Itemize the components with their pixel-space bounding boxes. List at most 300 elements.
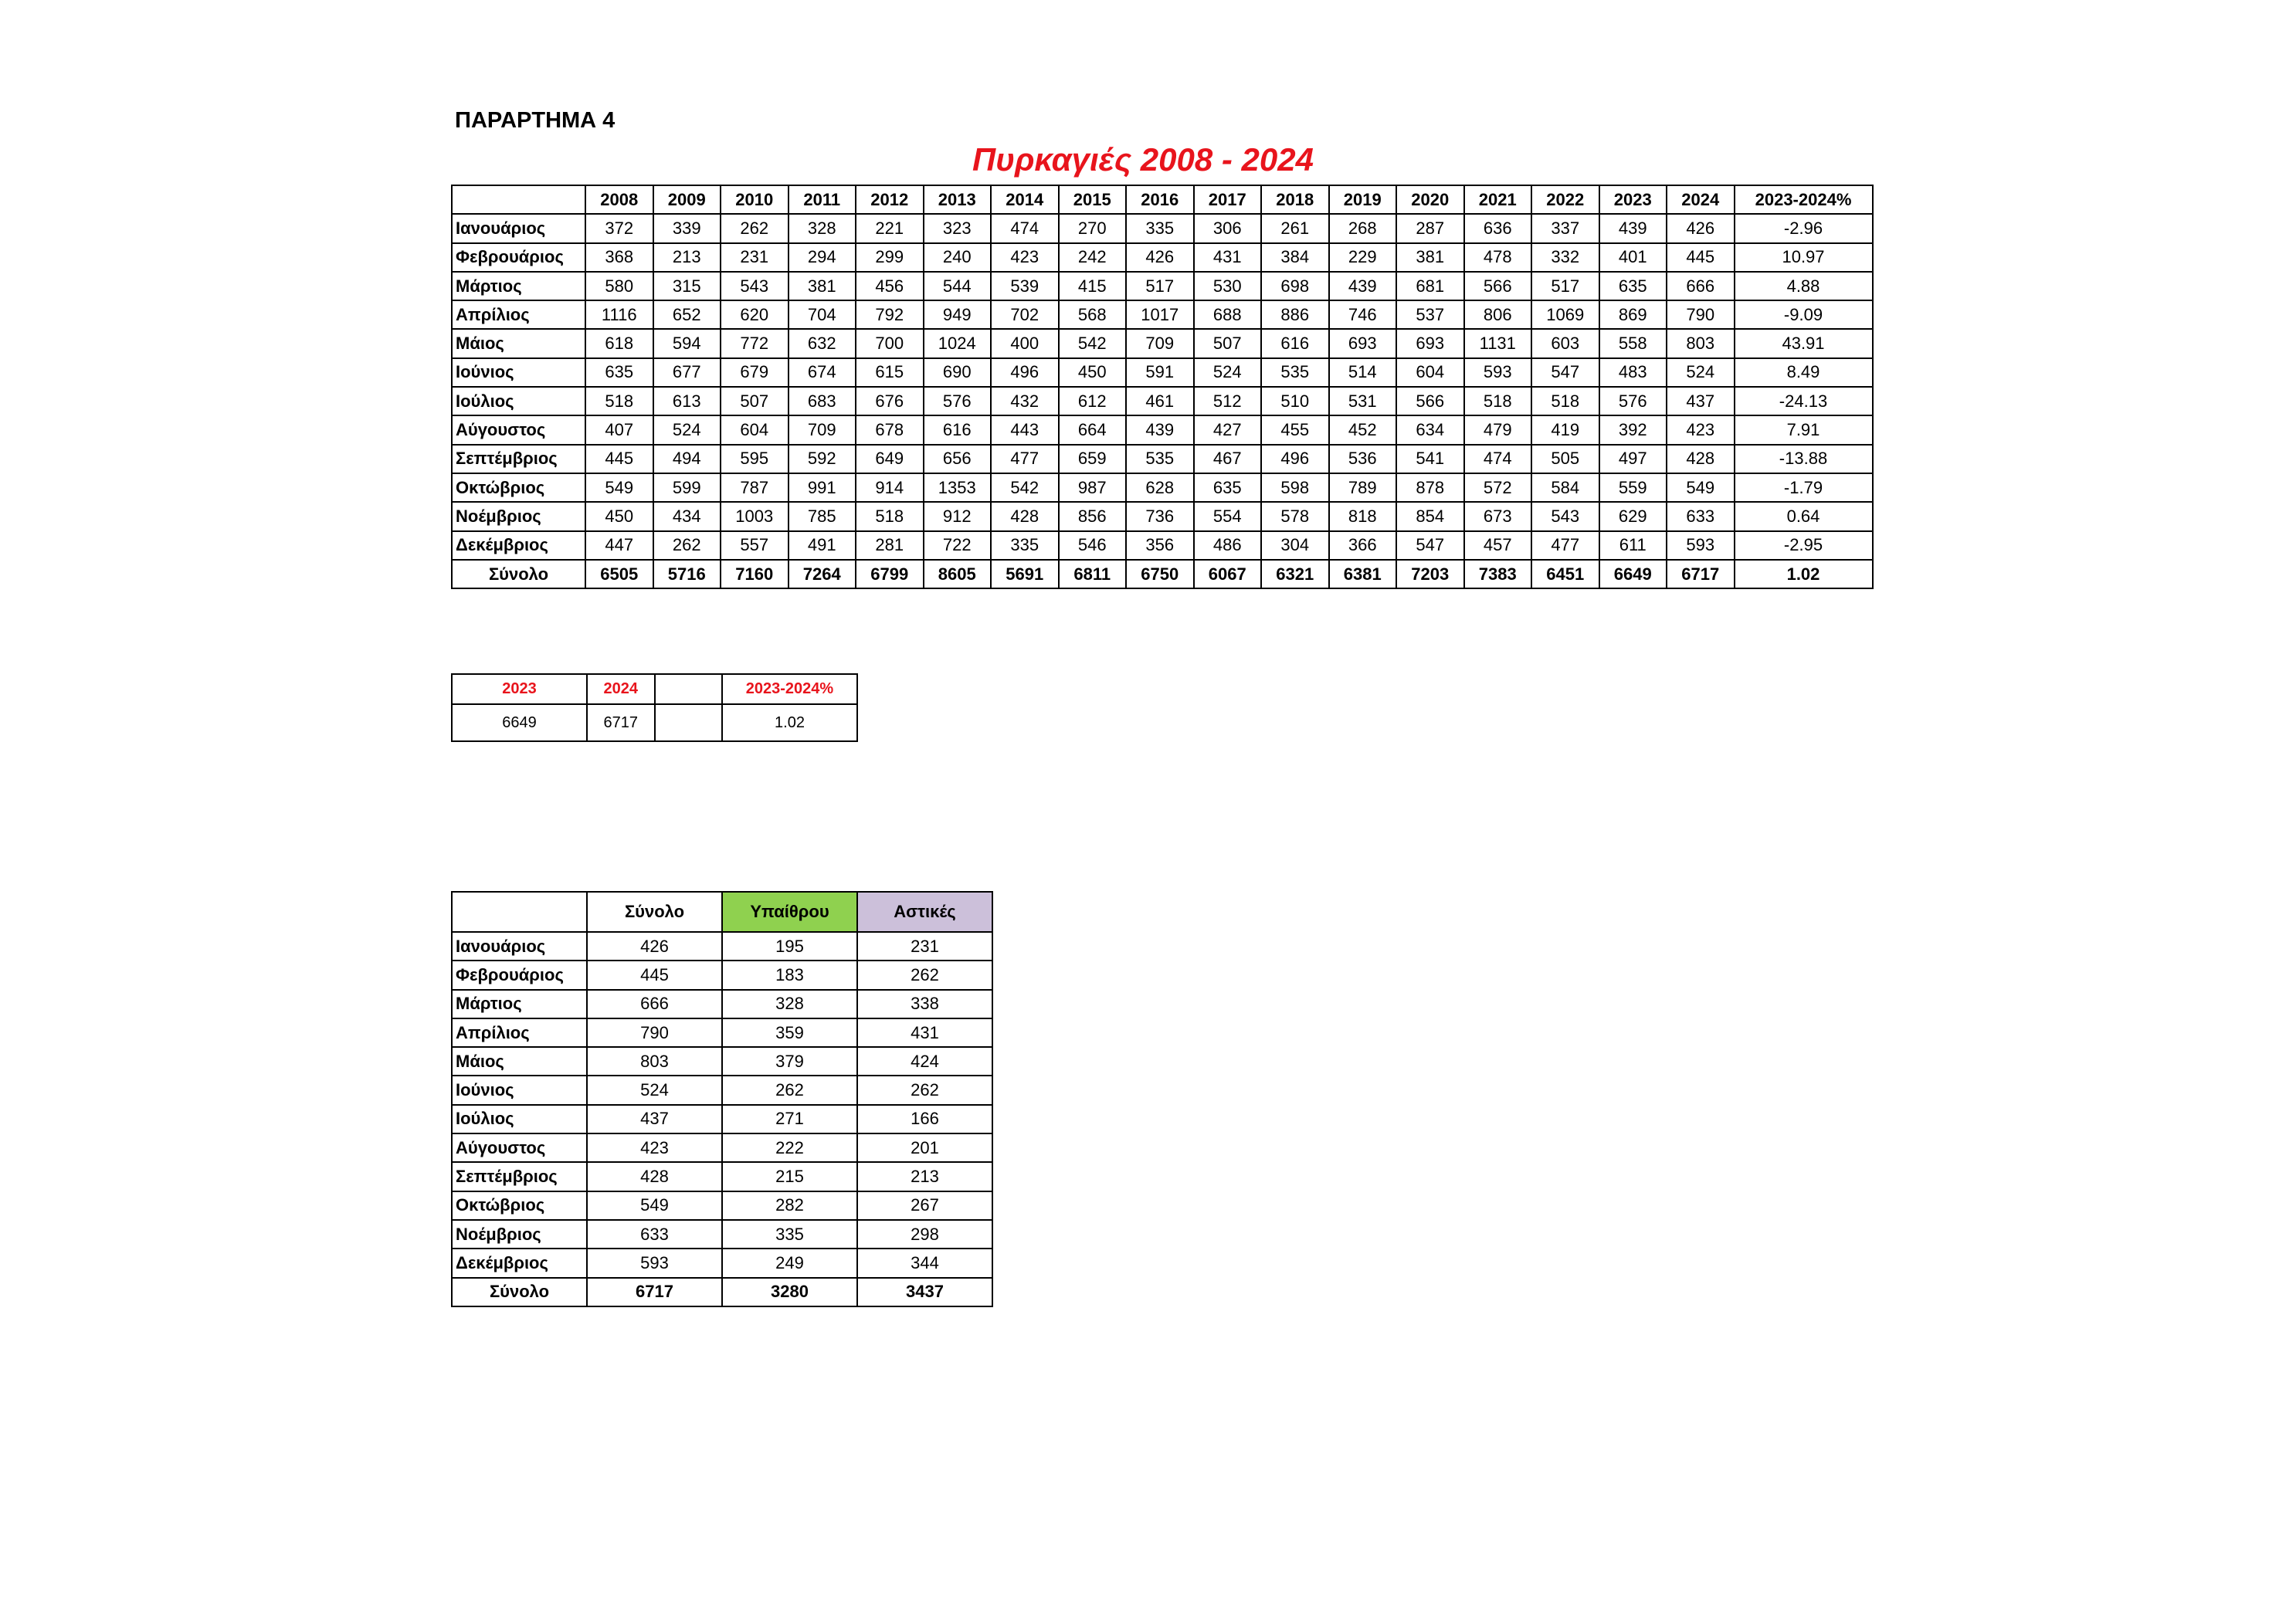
value-cell: 1003 [721,502,789,530]
value-cell: 599 [653,473,721,502]
month-cell: Δεκέμβριος [452,1249,587,1277]
value-cell: 517 [1126,272,1194,300]
value-cell: 339 [653,214,721,242]
total-cell: 524 [587,1076,722,1104]
year-header: 2013 [924,185,992,214]
value-cell: 6381 [1329,560,1397,588]
value-cell: 584 [1531,473,1599,502]
month-cell: Μάιος [452,329,585,357]
value-cell: 428 [1667,445,1735,473]
value-cell: 537 [1396,300,1464,329]
value-cell: 366 [1329,531,1397,560]
urban-cell: 338 [857,990,992,1018]
outdoor-cell: 282 [722,1191,857,1220]
table-row [452,1249,992,1277]
year-header: 2018 [1261,185,1329,214]
value-cell: 514 [1329,358,1397,387]
value-cell: 566 [1464,272,1532,300]
value-cell: 5691 [991,560,1059,588]
value-cell: 635 [1194,473,1262,502]
value-cell: 474 [1464,445,1532,473]
value-cell: 524 [1194,358,1262,387]
value-cell: 323 [924,214,992,242]
value-cell: 616 [924,415,992,444]
table-row [452,1133,992,1162]
value-cell: 603 [1531,329,1599,357]
month-cell: Ιανουάριος [452,932,587,961]
value-cell: 8605 [924,560,992,588]
table-row [452,961,992,989]
value-cell: 636 [1464,214,1532,242]
value-cell: 304 [1261,531,1329,560]
value-cell: 792 [856,300,924,329]
total-row [452,560,1873,588]
table-row [452,932,992,961]
month-cell: Αύγουστος [452,1133,587,1162]
value-cell: 635 [585,358,653,387]
value-cell: 620 [721,300,789,329]
table-row [452,445,1873,473]
value-cell: 991 [789,473,856,502]
value-cell: 664 [1059,415,1127,444]
value-cell: 683 [789,387,856,415]
outdoor-cell: 359 [722,1018,857,1047]
value-cell: 535 [1126,445,1194,473]
value-cell: 392 [1599,415,1667,444]
value-cell: 572 [1464,473,1532,502]
value-cell: 242 [1059,243,1127,272]
value-cell: 439 [1599,214,1667,242]
page-title: Πυρκαγιές 2008 - 2024 [972,141,1314,178]
value-cell: 702 [991,300,1059,329]
outdoor-cell: 271 [722,1105,857,1133]
value-cell: 478 [1464,243,1532,272]
pct-cell: -24.13 [1735,387,1873,415]
value-cell: 539 [991,272,1059,300]
value-cell: 541 [1396,445,1464,473]
value-cell: 803 [1667,329,1735,357]
value-cell: 445 [585,445,653,473]
total-cell: 423 [587,1133,722,1162]
value-cell: 677 [653,358,721,387]
value-cell: 618 [585,329,653,357]
value-cell: 505 [1531,445,1599,473]
month-cell: Αύγουστος [452,415,585,444]
outdoor-cell: 222 [722,1133,857,1162]
value-cell: 690 [924,358,992,387]
total-cell: 437 [587,1105,722,1133]
value-cell: 649 [856,445,924,473]
fire-type-breakdown-table [451,891,993,1307]
value-cell: 594 [653,329,721,357]
value-cell: 681 [1396,272,1464,300]
value-cell: 427 [1194,415,1262,444]
value-cell: 659 [1059,445,1127,473]
value-cell: 746 [1329,300,1397,329]
pct-cell: -2.96 [1735,214,1873,242]
value-cell: 772 [721,329,789,357]
value-cell: 474 [991,214,1059,242]
value-cell: 428 [991,502,1059,530]
table-row [452,1076,992,1104]
month-cell: Ιούνιος [452,1076,587,1104]
year-header: 2010 [721,185,789,214]
value-cell: 542 [991,473,1059,502]
value-cell: 477 [1531,531,1599,560]
total-cell: 445 [587,961,722,989]
pct-cell: 0.64 [1735,502,1873,530]
table-row [452,704,857,741]
value-cell: 7264 [789,560,856,588]
year-header: 2012 [856,185,924,214]
table-row [452,214,1873,242]
value-cell: 401 [1599,243,1667,272]
urban-cell: 262 [857,1076,992,1104]
value-cell: 854 [1396,502,1464,530]
outdoor-cell: 335 [722,1220,857,1249]
value-cell: 593 [1464,358,1532,387]
value-cell: 372 [585,214,653,242]
value-cell: 856 [1059,502,1127,530]
value-cell: 486 [1194,531,1262,560]
value-cell: 6451 [1531,560,1599,588]
month-cell: Σεπτέμβριος [452,445,585,473]
value-cell: 629 [1599,502,1667,530]
year-header: 2021 [1464,185,1532,214]
value-cell: 635 [1599,272,1667,300]
value-cell: 356 [1126,531,1194,560]
month-cell: Σεπτέμβριος [452,1162,587,1191]
urban-cell: 262 [857,961,992,989]
value-cell: 512 [1194,387,1262,415]
value-cell: 496 [1261,445,1329,473]
value-cell: 456 [856,272,924,300]
month-cell: Οκτώβριος [452,473,585,502]
comparison-value [655,704,723,741]
value-cell: 335 [1126,214,1194,242]
value-cell: 518 [585,387,653,415]
value-cell: 381 [1396,243,1464,272]
value-cell: 384 [1261,243,1329,272]
comparison-header [655,674,723,704]
value-cell: 693 [1396,329,1464,357]
value-cell: 518 [1464,387,1532,415]
value-cell: 698 [1261,272,1329,300]
value-cell: 806 [1464,300,1532,329]
month-cell: Δεκέμβριος [452,531,585,560]
pct-cell: 10.97 [1735,243,1873,272]
value-cell: 6811 [1059,560,1127,588]
value-cell: 332 [1531,243,1599,272]
month-cell: Φεβρουάριος [452,243,585,272]
value-cell: 328 [789,214,856,242]
value-cell: 559 [1599,473,1667,502]
year-header: 2016 [1126,185,1194,214]
year-header: 2015 [1059,185,1127,214]
pct-header: 2023-2024% [1735,185,1873,214]
value-cell: 912 [924,502,992,530]
urban-cell: 166 [857,1105,992,1133]
value-cell: 423 [1667,415,1735,444]
value-cell: 450 [1059,358,1127,387]
value-cell: 613 [653,387,721,415]
value-cell: 335 [991,531,1059,560]
value-cell: 229 [1329,243,1397,272]
urban-cell: 267 [857,1191,992,1220]
table-row [452,1018,992,1047]
month-cell: Νοέμβριος [452,1220,587,1249]
value-cell: 6321 [1261,560,1329,588]
value-cell: 524 [1667,358,1735,387]
value-cell: 789 [1329,473,1397,502]
value-cell: 1069 [1531,300,1599,329]
month-cell: Ιούλιος [452,1105,587,1133]
value-cell: 483 [1599,358,1667,387]
value-cell: 530 [1194,272,1262,300]
value-cell: 432 [991,387,1059,415]
value-cell: 1017 [1126,300,1194,329]
table-row [452,358,1873,387]
value-cell: 439 [1329,272,1397,300]
value-cell: 544 [924,272,992,300]
value-cell: 536 [1329,445,1397,473]
outdoor-cell: 183 [722,961,857,989]
value-cell: 591 [1126,358,1194,387]
value-cell: 507 [721,387,789,415]
total-cell: 549 [587,1191,722,1220]
pct-cell: 4.88 [1735,272,1873,300]
value-cell: 1131 [1464,329,1532,357]
value-cell: 878 [1396,473,1464,502]
value-cell: 518 [856,502,924,530]
value-cell: 549 [1667,473,1735,502]
value-cell: 6717 [1667,560,1735,588]
outdoor-cell: 379 [722,1047,857,1076]
table-row [452,531,1873,560]
total-cell: 426 [587,932,722,961]
table-row [452,329,1873,357]
value-cell: 592 [789,445,856,473]
value-cell: 633 [1667,502,1735,530]
value-cell: 294 [789,243,856,272]
comparison-header: 2024 [587,674,655,704]
comparison-value: 1.02 [722,704,857,741]
value-cell: 306 [1194,214,1262,242]
value-cell: 337 [1531,214,1599,242]
month-cell: Νοέμβριος [452,502,585,530]
table-row [452,1191,992,1220]
value-cell: 6799 [856,560,924,588]
total-row [452,1278,992,1306]
value-cell: 547 [1531,358,1599,387]
value-cell: 616 [1261,329,1329,357]
value-cell: 531 [1329,387,1397,415]
value-cell: 7160 [721,560,789,588]
value-cell: 6649 [1599,560,1667,588]
month-cell: Μάιος [452,1047,587,1076]
year-header: 2023 [1599,185,1667,214]
value-cell: 315 [653,272,721,300]
pct-cell: 1.02 [1735,560,1873,588]
value-cell: 6505 [585,560,653,588]
value-cell: 688 [1194,300,1262,329]
value-cell: 467 [1194,445,1262,473]
year-header: 2009 [653,185,721,214]
urban-cell: 201 [857,1133,992,1162]
total-cell: 633 [587,1220,722,1249]
outdoor-cell: 215 [722,1162,857,1191]
value-cell: 612 [1059,387,1127,415]
header-outdoor: Υπαίθρου [722,892,857,932]
value-cell: 450 [585,502,653,530]
value-cell: 709 [1126,329,1194,357]
value-cell: 785 [789,502,856,530]
value-cell: 455 [1261,415,1329,444]
pct-cell: 8.49 [1735,358,1873,387]
year-header: 2019 [1329,185,1397,214]
outdoor-cell: 195 [722,932,857,961]
value-cell: 496 [991,358,1059,387]
value-cell: 268 [1329,214,1397,242]
year-header: 2011 [789,185,856,214]
value-cell: 452 [1329,415,1397,444]
value-cell: 7383 [1464,560,1532,588]
value-cell: 1024 [924,329,992,357]
value-cell: 426 [1126,243,1194,272]
month-cell: Απρίλιος [452,1018,587,1047]
value-cell: 262 [653,531,721,560]
year-header: 2024 [1667,185,1735,214]
pct-cell: 43.91 [1735,329,1873,357]
value-cell: 634 [1396,415,1464,444]
total-cell: 666 [587,990,722,1018]
value-cell: 554 [1194,502,1262,530]
pct-cell: -2.95 [1735,531,1873,560]
month-cell: Οκτώβριος [452,1191,587,1220]
value-cell: 287 [1396,214,1464,242]
value-cell: 439 [1126,415,1194,444]
value-cell: 270 [1059,214,1127,242]
year-header: 2014 [991,185,1059,214]
table-header-row [452,185,1873,214]
value-cell: 447 [585,531,653,560]
table-row [452,1047,992,1076]
value-cell: 787 [721,473,789,502]
pct-cell: -9.09 [1735,300,1873,329]
comparison-value: 6717 [587,704,655,741]
value-cell: 1116 [585,300,653,329]
table-row [452,387,1873,415]
value-cell: 461 [1126,387,1194,415]
total-cell: 803 [587,1047,722,1076]
table-row [452,415,1873,444]
value-cell: 790 [1667,300,1735,329]
value-cell: 426 [1667,214,1735,242]
year-header: 2008 [585,185,653,214]
month-cell: Μάρτιος [452,272,585,300]
value-cell: 443 [991,415,1059,444]
table-row [452,990,992,1018]
value-cell: 709 [789,415,856,444]
value-cell: 736 [1126,502,1194,530]
value-cell: 676 [856,387,924,415]
annex-label: ΠΑΡΑΡΤΗΜΑ 4 [455,108,616,133]
pct-cell: -1.79 [1735,473,1873,502]
value-cell: 666 [1667,272,1735,300]
value-cell: 524 [653,415,721,444]
value-cell: 479 [1464,415,1532,444]
value-cell: 431 [1194,243,1262,272]
value-cell: 869 [1599,300,1667,329]
value-cell: 423 [991,243,1059,272]
value-cell: 400 [991,329,1059,357]
value-cell: 381 [789,272,856,300]
value-cell: 679 [721,358,789,387]
outdoor-cell: 328 [722,990,857,1018]
value-cell: 517 [1531,272,1599,300]
value-cell: 221 [856,214,924,242]
table-row [452,243,1873,272]
value-cell: 987 [1059,473,1127,502]
value-cell: 611 [1599,531,1667,560]
outdoor-cell: 249 [722,1249,857,1277]
value-cell: 368 [585,243,653,272]
year-header: 2017 [1194,185,1262,214]
value-cell: 656 [924,445,992,473]
fires-by-month-table [451,185,1874,589]
value-cell: 299 [856,243,924,272]
table-row [452,473,1873,502]
table-row [452,1162,992,1191]
value-cell: 7203 [1396,560,1464,588]
value-cell: 507 [1194,329,1262,357]
month-cell: Σύνολο [452,1278,587,1306]
value-cell: 704 [789,300,856,329]
value-cell: 6750 [1126,560,1194,588]
value-cell: 240 [924,243,992,272]
table-row [452,272,1873,300]
value-cell: 949 [924,300,992,329]
value-cell: 628 [1126,473,1194,502]
value-cell: 549 [585,473,653,502]
urban-cell: 231 [857,932,992,961]
outdoor-cell: 3280 [722,1278,857,1306]
value-cell: 407 [585,415,653,444]
value-cell: 231 [721,243,789,272]
total-cell: 593 [587,1249,722,1277]
value-cell: 281 [856,531,924,560]
value-cell: 477 [991,445,1059,473]
pct-cell: -13.88 [1735,445,1873,473]
value-cell: 494 [653,445,721,473]
value-cell: 580 [585,272,653,300]
urban-cell: 424 [857,1047,992,1076]
comparison-header: 2023-2024% [722,674,857,704]
value-cell: 615 [856,358,924,387]
table-row [452,502,1873,530]
value-cell: 557 [721,531,789,560]
year-comparison-table [451,673,858,742]
value-cell: 547 [1396,531,1464,560]
table-row [452,300,1873,329]
comparison-value: 6649 [452,704,587,741]
month-cell: Απρίλιος [452,300,585,329]
value-cell: 818 [1329,502,1397,530]
value-cell: 445 [1667,243,1735,272]
value-cell: 510 [1261,387,1329,415]
value-cell: 543 [1531,502,1599,530]
value-cell: 546 [1059,531,1127,560]
